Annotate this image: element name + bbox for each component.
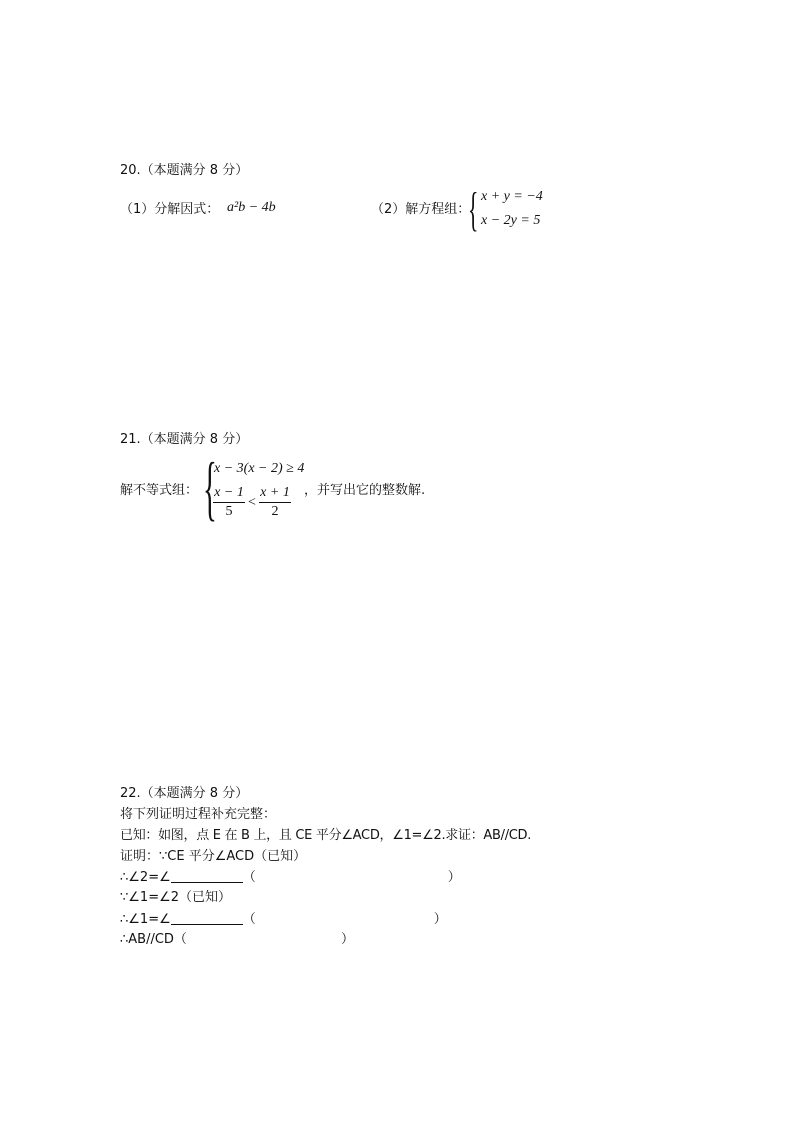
q20-part1-label: （1）分解因式： — [120, 202, 220, 217]
q20-system-brace: { — [468, 183, 479, 236]
q21-header: 21.（本题满分 8 分） — [120, 432, 249, 447]
q22-line-4-blank[interactable] — [171, 912, 243, 925]
q22-line-5-prefix: ∴AB//CD（ — [120, 932, 187, 947]
q21-prompt: 解不等式组： — [120, 483, 199, 498]
q22-instruction: 将下列证明过程补充完整： — [120, 807, 277, 822]
q21-fraction-right-bar — [259, 502, 291, 503]
q20-header: 20.（本题满分 8 分） — [120, 163, 249, 178]
q20-part2-label: （2）解方程组： — [371, 202, 471, 217]
q21-fraction-right-numerator: x + 1 — [260, 485, 290, 500]
q21-fraction-left-denominator: 5 — [225, 504, 233, 519]
q21-fraction-left-numerator: x − 1 — [214, 485, 244, 500]
q21-fraction-right — [259, 485, 291, 520]
q22-line-3: ∵∠1=∠2（已知） — [120, 890, 232, 905]
q21-inequality-1: x − 3(x − 2) ≥ 4 — [214, 461, 305, 476]
q21-less-than: < — [248, 495, 256, 510]
q22-line-2-blank[interactable] — [171, 870, 243, 883]
q21-suffix: ，并写出它的整数解. — [304, 483, 426, 498]
q20-equation-1: x + y = −4 — [481, 189, 543, 204]
q22-line-2-prefix: ∴∠2=∠ — [120, 870, 171, 885]
q21-system-brace: { — [203, 448, 217, 528]
q22-proof-start: 证明：∵CE 平分∠ACD（已知） — [120, 849, 307, 864]
q22-header: 22.（本题满分 8 分） — [120, 786, 249, 801]
q22-line-4 — [120, 912, 447, 926]
q22-given: 已知：如图，点 E 在 B 上，且 CE 平分∠ACD，∠1=∠2.求证：AB//CD. — [120, 828, 532, 843]
q21-fraction-left — [213, 485, 245, 520]
q20-part1-expression: a²b − 4b — [227, 200, 276, 215]
q22-line-4-paren-open: （ — [242, 912, 256, 927]
q20-equation-2: x − 2y = 5 — [481, 213, 541, 228]
q22-line-2-paren-open: （ — [242, 870, 256, 885]
q21-fraction-right-denominator: 2 — [271, 504, 279, 519]
q21-fraction-left-bar — [213, 502, 245, 503]
q22-line-5 — [120, 933, 354, 946]
q22-line-5-paren-close: ） — [340, 932, 354, 947]
q22-line-4-prefix: ∴∠1=∠ — [120, 912, 171, 927]
q22-line-2-paren-close: ） — [447, 870, 461, 885]
q22-line-4-paren-close: ） — [433, 912, 447, 927]
q22-line-2 — [120, 870, 461, 884]
